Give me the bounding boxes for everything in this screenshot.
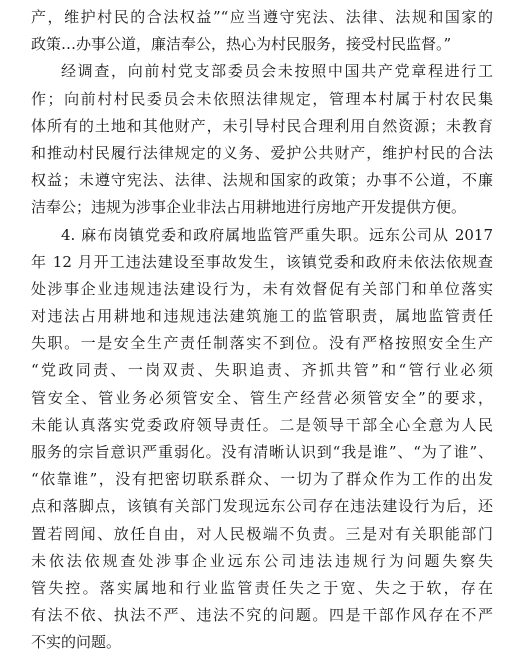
document-body <box>31 4 493 657</box>
text-line: 管失控。落实属地和行业监管责任失之于宽、失之于软，存在 <box>31 578 493 597</box>
text-line: 处涉事企业违规违法建设行为，未有效督促有关部门和单位落实 <box>31 279 493 298</box>
text-line: 4. 麻布岗镇党委和政府属地监管严重失职。远东公司从 2017 <box>61 225 493 244</box>
text-line: 失职。一是安全生产责任制落实不到位。没有严格按照安全生产 <box>31 334 493 353</box>
text-line: “党政同责、一岗双责、失职追责、齐抓共管”和“管行业必须 <box>31 361 493 380</box>
text-line: “依靠谁”，没有把密切联系群众、一切为了群众作为工作的出发 <box>31 470 493 489</box>
text-line: 不实的问题。 <box>31 633 122 652</box>
text-line: 政策…办事公道，廉洁奉公，热心为村民服务，接受村民监督。” <box>31 35 452 54</box>
text-line: 服务的宗旨意识严重弱化。没有清晰认识到“我是谁”、“为了谁”、 <box>31 443 493 461</box>
text-line: 经调查，向前村党支部委员会未按照中国共产党章程进行工 <box>61 62 493 81</box>
text-line: 年 12 月开工违法建设至事故发生，该镇党委和政府未依法依规查 <box>31 252 493 271</box>
text-line: 未能认真落实党委政府领导责任。二是领导干部全心全意为人民 <box>31 415 493 434</box>
text-line: 有法不依、执法不严、违法不究的问题。四是干部作风存在不严 <box>31 606 493 625</box>
text-line: 体所有的土地和其他财产，未引导村民合理利用自然资源；未教育 <box>31 116 493 135</box>
text-line: 产，维护村民的合法权益”“应当遵守宪法、法律、法规和国家的 <box>31 8 493 26</box>
text-line: 洁奉公；违规为涉事企业非法占用耕地进行房地产开发提供方便。 <box>31 198 467 217</box>
text-line: 点和落脚点，该镇有关部门发现远东公司存在违法建设行为后，还 <box>31 497 493 516</box>
text-line: 作；向前村村民委员会未依照法律规定，管理本村属于村农民集 <box>31 89 493 108</box>
text-line: 置若罔闻、放任自由，对人民极端不负责。三是对有关职能部门 <box>31 524 493 543</box>
text-line: 权益；未遵守宪法、法律、法规和国家的政策；办事不公道，不廉 <box>31 171 493 190</box>
text-line: 和推动村民履行法律规定的义务、爱护公共财产，维护村民的合法 <box>31 143 493 162</box>
text-line: 对违法占用耕地和违规违法建筑施工的监管职责，属地监管责任 <box>31 307 493 326</box>
text-line: 管安全、管业务必须管安全、管生产经营必须管安全”的要求， <box>31 388 493 407</box>
text-line: 未依法依规查处涉事企业远东公司违法违规行为问题失察失 <box>31 551 493 570</box>
